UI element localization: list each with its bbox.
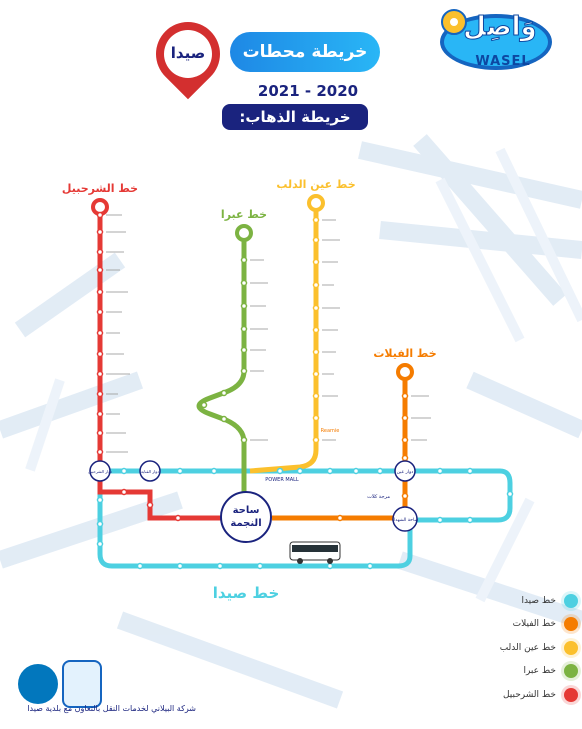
legend-item [478,660,578,684]
legend-label: خط عين الدلب [499,642,556,653]
legend-label: خط الشرحبيل [502,689,556,700]
dawar-sharhabeel-label: دوار الشرحبيل [87,469,113,474]
legend [478,589,578,707]
ain-dilb-line-title: خط عين الدلب [276,178,356,191]
najma-label-2: النجمة [230,518,262,529]
legend-item [478,683,578,707]
legend-item [478,636,578,660]
footer-credit: شركة البيلاني لخدمات النقل بالتعاون مع بلدية صيدا [27,704,196,713]
dawar-qanaya-label: دوار القناية [140,469,160,474]
ain-dilb-terminus [309,196,323,210]
fillat-stops [338,394,408,521]
power-mall-label: POWER MALL [265,477,299,483]
partner-logo-icon [18,664,58,704]
bus-icon [290,542,340,564]
legend-item [478,613,578,637]
najma-label-1: ساحة [232,505,260,516]
municipality-seal-icon [62,660,102,708]
subtitle: خريطة الذهاب: [222,104,368,130]
city-pin-label: صيدا [170,44,206,62]
legend-color-dot [564,688,578,702]
legend-color-dot [564,641,578,655]
stop-label-marks [106,215,431,452]
legend-color-dot [564,664,578,678]
legend-label: خط عبرا [523,666,556,677]
abra-terminus [237,226,251,240]
maraj-kallat-label: مرجة كلات [367,494,390,500]
sahat-shuhada-label: ساحة الشهداء [391,518,419,523]
logo-english-text: WASEL [475,54,531,69]
reamie-label: Reamie [320,428,340,434]
logo-arabic-text: وَاصِل [463,12,537,42]
abra-line-title: خط عبرا [220,208,268,221]
legend-label: خط صيدا [521,595,556,606]
abra-line [199,233,244,498]
saida-line-title: خط صيدا [212,584,280,602]
najma-hub [221,492,271,542]
years-label: 2021 - 2020 [257,82,359,100]
legend-label: خط الفيلات [512,619,556,630]
legend-color-dot [564,594,578,608]
dawar-ein-label: دوار عين [396,470,414,475]
legend-item [478,589,578,613]
legend-color-dot [564,617,578,631]
fillat-terminus [398,365,412,379]
ain-dilb-line [250,203,316,471]
page-title: خريطة محطات [230,32,380,72]
fillat-line-title: خط الفيلات [373,347,437,360]
sharhabeel-line-title: خط الشرحبيل [61,182,139,195]
